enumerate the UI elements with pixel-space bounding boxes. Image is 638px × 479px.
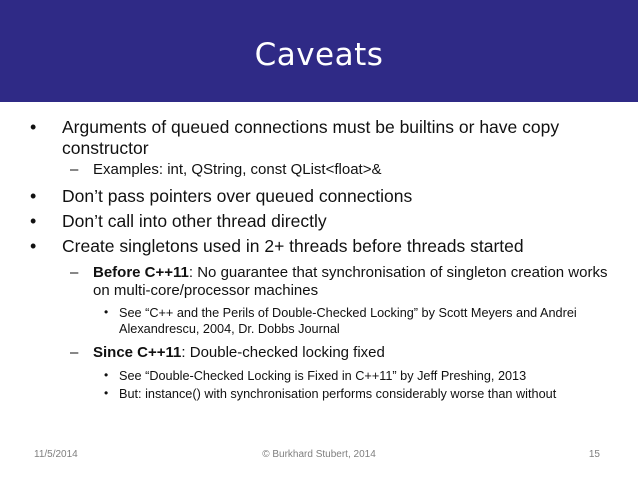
dash-icon: – [70, 344, 79, 361]
sub-sub-bullet-text: See “C++ and the Perils of Double-Checked Locking” by Scott Meyers and Andrei Alexandrescu, 2004, Dr. Dobbs Journal [119, 306, 577, 336]
bold-prefix: Since C++11 [93, 344, 182, 361]
slide-title: Caveats [254, 37, 384, 73]
sub-bullet-rest: : Double-checked locking fixed [181, 344, 385, 361]
bullet-icon: • [30, 236, 37, 256]
bullet-icon: • [30, 211, 37, 231]
bullet-text: Don’t pass pointers over queued connections [62, 186, 413, 206]
bullet-icon: • [30, 117, 37, 137]
dash-icon: – [70, 161, 79, 178]
sub-bullet-text [93, 344, 618, 362]
sub-bullet-rest: : No guarantee that synchronisation of singleton creation works on multi-core/processor machines [93, 264, 608, 299]
footer-date: 11/5/2014 [34, 449, 78, 460]
bullet-icon: • [104, 305, 109, 319]
sub-bullet-text [93, 264, 618, 300]
sub-bullet-text: Examples: int, QString, const QList<float>& [93, 161, 382, 178]
bullet-icon: • [104, 368, 109, 382]
dash-icon: – [70, 264, 79, 281]
bullet-text: Don’t call into other thread directly [62, 211, 327, 231]
footer-copyright: © Burkhard Stubert, 2014 [262, 449, 376, 460]
sub-sub-bullet-text: See “Double-Checked Locking is Fixed in C++11” by Jeff Preshing, 2013 [119, 369, 527, 383]
page-number: 15 [588, 449, 600, 460]
bullet-text: Arguments of queued connections must be builtins or have copy constructor [62, 117, 560, 158]
title-bar [0, 0, 638, 102]
bullet-icon: • [104, 386, 109, 400]
bullet-text: Create singletons used in 2+ threads before threads started [62, 236, 524, 256]
sub-sub-bullet-text: But: instance() with synchronisation performs considerably worse than without [119, 387, 557, 401]
bold-prefix: Before C++11 [93, 264, 189, 281]
bullet-icon: • [30, 186, 37, 206]
